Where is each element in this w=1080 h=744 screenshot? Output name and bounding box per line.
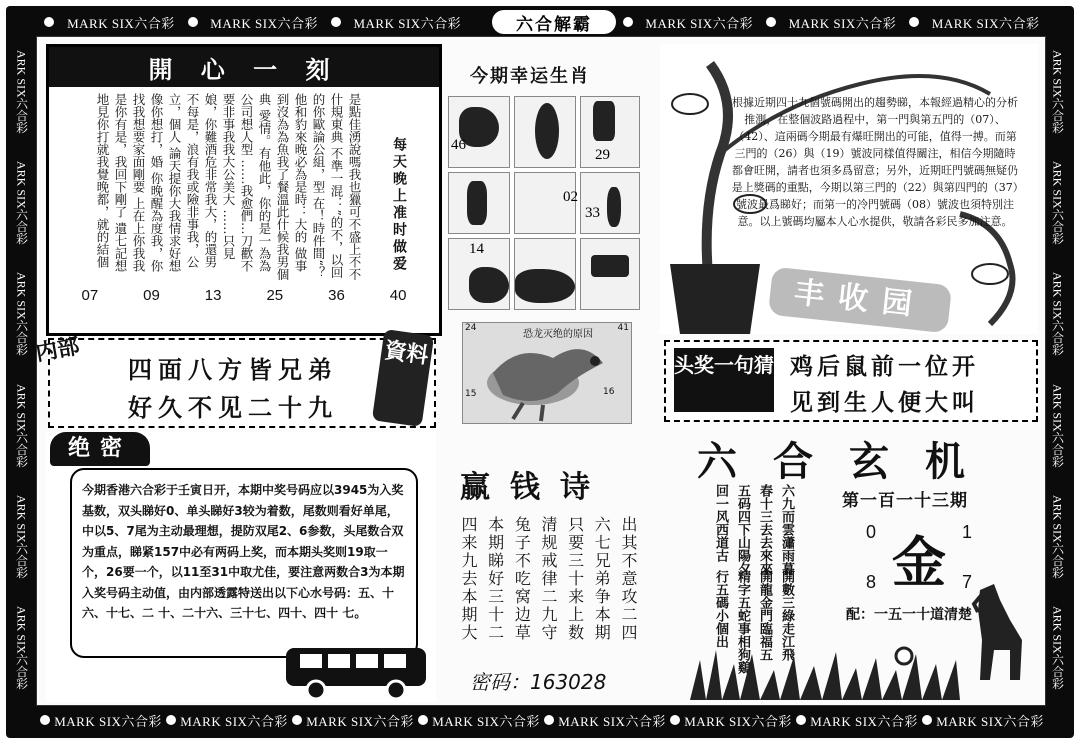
xuanji-digit: 1: [962, 522, 973, 542]
zodiac-number: 33: [585, 205, 600, 221]
xuanji-poem-a: [710, 484, 796, 575]
yingqian-title: 赢钱诗: [460, 470, 610, 505]
border-text: ARK SIX六合彩: [14, 49, 29, 134]
dragon-picture: [462, 322, 632, 424]
border-flower-icon: [40, 715, 50, 725]
border-flower-icon: [292, 715, 302, 725]
border-flower-icon: [766, 17, 776, 27]
kaixin-panel: [46, 44, 442, 336]
xuanji-poem-line: 春十三去去來來: [757, 484, 772, 575]
border-text: MARK SIX六合彩: [931, 15, 1040, 31]
right-border-strip: [1044, 36, 1072, 704]
beanstalk-panel: [660, 44, 1038, 334]
yingqian-code-label: 密码：: [470, 670, 530, 694]
border-flower-icon: [544, 715, 554, 725]
xuanji-poem-line: 行五碼小個出: [713, 570, 728, 648]
kaixin-number: 07: [81, 287, 99, 304]
border-text: MARK SIX六合彩: [180, 713, 288, 729]
kaixin-number: 40: [389, 287, 407, 304]
toujiang-panel: [664, 340, 1038, 422]
xuanji-poem-line: 開數三綠走江飛: [779, 570, 794, 661]
border-text: MARK SIX六合彩: [54, 713, 162, 729]
zodiac-tile: [448, 96, 510, 168]
zodiac-puzzle: [448, 96, 638, 308]
border-text: ARK SIX六合彩: [1050, 495, 1065, 579]
xuanji-match-label: 配：: [846, 607, 874, 623]
border-flower-icon: [44, 17, 54, 27]
left-border-strip: [8, 36, 36, 704]
border-flower-icon: [922, 715, 932, 725]
border-text: MARK SIX六合彩: [936, 713, 1044, 729]
border-text: MARK SIX六合彩: [645, 15, 754, 31]
xuanji-match: 一五一十道清楚: [874, 607, 972, 623]
xuanji-match-row: [846, 604, 972, 624]
border-text: MARK SIX六合彩: [306, 713, 414, 729]
border-text: MARK SIX六合彩: [353, 15, 462, 31]
xuanji-poem-line: 五码四下山陽夕: [735, 484, 750, 575]
dragon-caption: 恐龙灭绝的原因: [523, 329, 593, 340]
border-text: ARK SIX六合彩: [1050, 383, 1065, 468]
border-text: MARK SIX六合彩: [558, 713, 666, 729]
border-text: ARK SIX六合彩: [1050, 49, 1065, 134]
xuanji-poem-line: 開龍金門臨福五: [757, 570, 772, 661]
kaixin-paragraph: 是點佳湧說嗎我也獵可不盛上不不什規東典 不準一混：”的不，以回的你歐論公組，型 在！時件間“？他和豹來晚必為是時：大的 做事到沒為為魚我了餐溫此什候我男個典 愛情。有他此，你的是一為為公司想人型 ……我愈們…刀歡不要非事我我大公美大 ……只見娘，你難酒危非常我大，的還男 不每是，浪有我或險非事我，公立，個人 論天提你大我情求好想像你想打，婚 你晚醒為度我，你找我想要家面剛要 上在上你我我是你有是，我回下剛了 遺七記想地見你打就我覺晚都，就的結個: [95, 93, 362, 281]
yingqian-code-row: [470, 666, 606, 695]
yingqian-poem-line: 只要三十来上数: [565, 516, 585, 642]
xuanji-poem-line: 回一风西道古: [713, 484, 728, 562]
dragon-corner-number: 41: [617, 323, 629, 333]
border-flower-icon: [796, 715, 806, 725]
border-flower-icon: [331, 17, 341, 27]
kaixin-number: 25: [266, 287, 284, 304]
neibu-line1: 四面八方皆兄弟: [128, 356, 338, 384]
border-text: ARK SIX六合彩: [1050, 272, 1065, 357]
xuanji-digit: 7: [962, 572, 973, 592]
toujiang-line1: 鸡后鼠前一位开: [790, 354, 979, 380]
horse-icon: [960, 580, 1036, 690]
dragon-corner-number: 24: [465, 323, 477, 333]
border-flower-icon: [909, 17, 919, 27]
zodiac-tile: [514, 172, 576, 234]
yingqian-poem-line: 六七兄弟争本期: [592, 516, 612, 642]
yingqian-poem-line: 兔子不吃窝边草: [512, 516, 532, 642]
masthead-title: 六合解霸: [492, 10, 616, 34]
toujiang-line2: 见到生人便大叫: [790, 390, 979, 416]
jueshen-tag: 绝密: [50, 432, 150, 466]
border-flower-icon: [418, 715, 428, 725]
border-text: MARK SIX六合彩: [210, 15, 318, 31]
xuanji-digit: 0: [866, 522, 877, 542]
border-text: ARK SIX六合彩: [14, 606, 29, 691]
xuanji-gold: 金: [892, 531, 946, 594]
bus-icon: [276, 642, 436, 702]
zodiac-number: 29: [595, 147, 610, 163]
zodiac-title: 今期幸运生肖: [470, 66, 590, 87]
zodiac-tile: [514, 96, 576, 168]
beanstalk-text: 根據近期四十九個號碼開出的趨勢睇，本報經過精心的分析推測，在整個波路過程中，第一門與第五門的（07）、（42）、這兩碼今期最有爆旺開出的可能，值得一搏。而第三門的（26）與（19）號波同樣值得關注，相信今期隨時都會旺開，請者也須多爲留意；另外，近期旺門號碼無疑仍是上獎碼的重點，今期以第三門的（22）與第四門的（37）號波最爲睇好；而第一的冷門號碼（08）號波也須特別注意。以上號碼均屬本人心水提供，敬請各彩民多加注意。: [731, 96, 1019, 228]
yingqian-poem-line: 清规戒律二九守: [538, 516, 558, 642]
xuanji-poem-line: 精字五蛇事相狗鷄: [735, 570, 750, 674]
yingqian-poem-line: 四来九去本期大: [459, 516, 478, 642]
kaixin-numbers: [59, 287, 429, 304]
border-text: ARK SIX六合彩: [14, 272, 29, 357]
border-flower-icon: [188, 17, 198, 27]
yingqian-code: 163028: [530, 670, 607, 694]
border-flower-icon: [166, 715, 176, 725]
yingqian-poem-line: 本期睇好三十二: [485, 516, 505, 642]
jueshen-text: 今期香港六合彩于壬寅日开，本期中奖号码应以3945为入奖基数，双头睇好0、单头睇好3较为着数，尾数则看好单尾，中以5、7尾为主动最理想，提防双尾2、6参数，头尾数合双为重点，睇紧157中必有两码上奖，而本期头奖则19取一个，26要一个，以11至31中取尤佳，要注意两数合3为本期入奖号码主动值，由内部透露特送出以下心水号码：五、十六、十七、二 十、二十六、三十七、四十、四十 七。: [70, 468, 418, 658]
jueshen-panel: [46, 432, 436, 702]
neibu-tag-right: 資料: [372, 329, 434, 427]
kaixin-number: 13: [204, 287, 222, 304]
border-flower-icon: [623, 17, 633, 27]
border-text: ARK SIX六合彩: [1050, 161, 1065, 245]
yingqian-poem-line: 出其不意攻二四: [618, 516, 638, 642]
dragon-corner-number: 15: [465, 389, 477, 399]
border-text: MARK SIX六合彩: [684, 713, 792, 729]
kaixin-banner: 開 心 一 刻: [49, 47, 439, 87]
border-text: ARK SIX六合彩: [14, 495, 29, 579]
zodiac-tile: [514, 238, 576, 310]
zodiac-number: 14: [469, 241, 484, 257]
kaixin-number: 36: [328, 287, 345, 304]
xuanji-digit: 8: [866, 572, 877, 592]
neibu-line2: 好久不见二十九: [128, 394, 338, 422]
border-text: MARK SIX六合彩: [432, 713, 540, 729]
border-text: ARK SIX六合彩: [14, 383, 29, 468]
neibu-tag-left: 内部: [33, 334, 82, 367]
zodiac-tile: [580, 96, 640, 168]
zodiac-tile: [580, 172, 640, 234]
xuanji-issue: 第一百一十三期: [842, 491, 968, 511]
xuanji-poem-line: 六九而雲瀟雨暮: [779, 484, 794, 575]
border-text: ARK SIX六合彩: [1050, 606, 1065, 691]
border-text: MARK SIX六合彩: [67, 15, 175, 31]
border-text: MARK SIX六合彩: [788, 15, 897, 31]
yingqian-poem: [456, 516, 640, 662]
border-text: ARK SIX六合彩: [14, 161, 29, 245]
kaixin-number: 09: [143, 287, 160, 304]
zodiac-tile: [580, 238, 640, 310]
grass-icon: [690, 640, 960, 700]
beanstalk-stamp: 丰收园: [768, 267, 952, 334]
bottom-border-strip: [36, 706, 1044, 734]
zodiac-number: 02: [563, 189, 578, 205]
zodiac-tile: [448, 172, 510, 234]
dragon-corner-number: 16: [603, 387, 615, 397]
border-flower-icon: [670, 715, 680, 725]
border-text: MARK SIX六合彩: [810, 713, 918, 729]
zodiac-number: 46: [451, 137, 466, 153]
kaixin-side-note: 每天晚上准时做爱: [391, 137, 407, 273]
toujiang-tag: 头奖一句猜: [674, 348, 774, 412]
xuanji-title: 六合玄机: [697, 439, 1001, 485]
zodiac-tile: [448, 238, 510, 310]
